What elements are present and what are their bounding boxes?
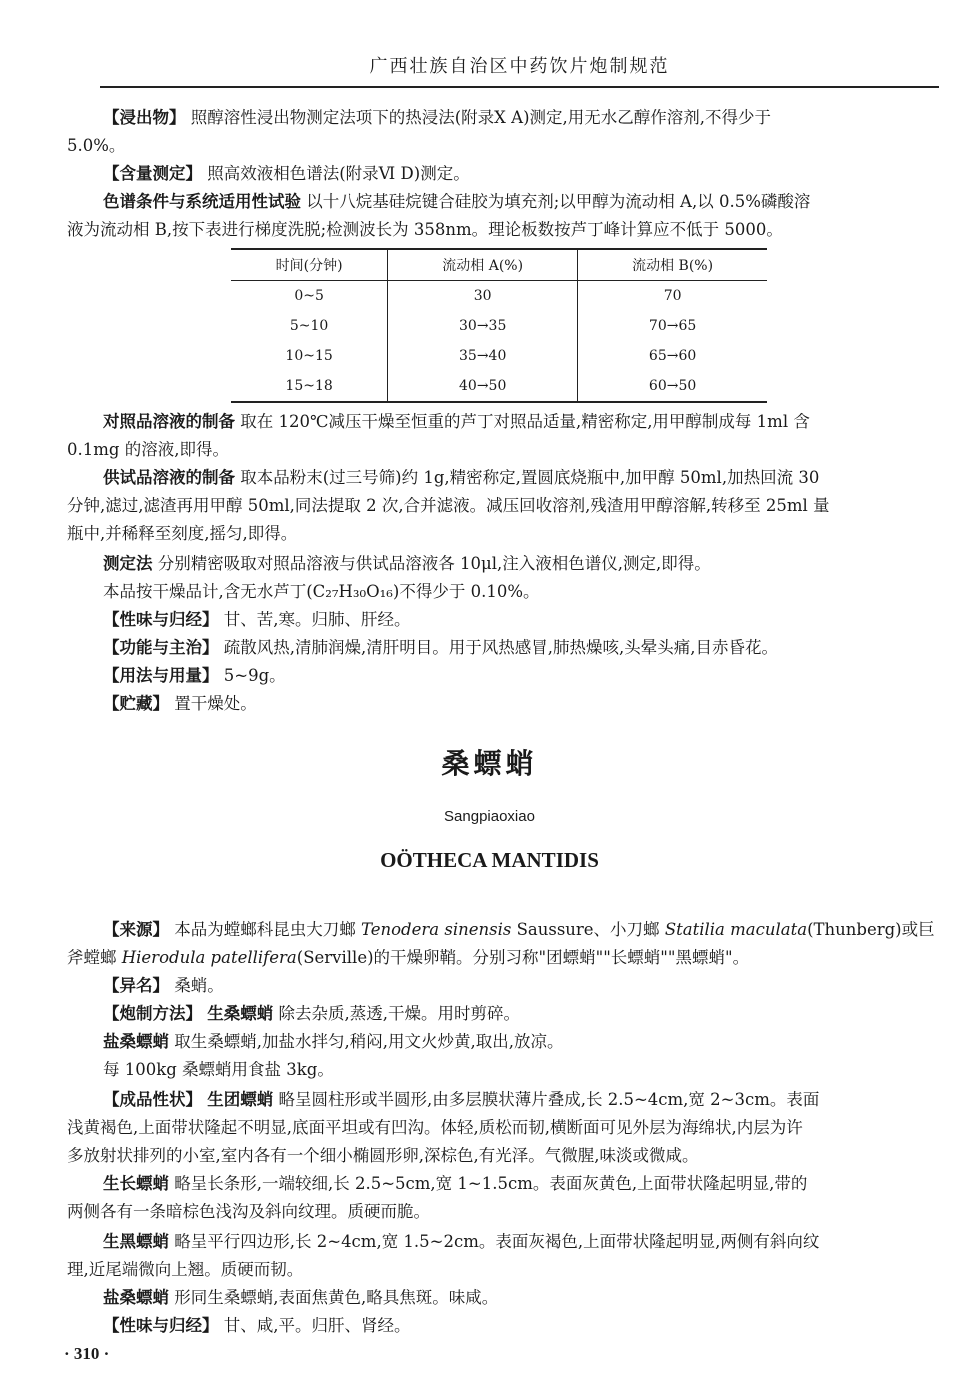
section-label: 【浸出物】 <box>103 108 186 127</box>
body-text: 5.0%。 <box>67 136 126 155</box>
body-text: 分别精密吸取对照品溶液与供试品溶液各 10μl,注入液相色谱仪,测定,即得。 <box>157 554 711 573</box>
table-cell: 70 <box>578 281 767 312</box>
table-row <box>231 371 767 402</box>
running-header: 广西壮族自治区中药饮片炮制规范 <box>369 56 670 77</box>
body-text: 以十八烷基硅烷键合硅胶为填充剂;以甲醇为流动相 A,以 0.5%磷酸溶 <box>306 192 811 211</box>
section-label: 【来源】 <box>103 920 169 939</box>
source-line-2 <box>67 944 937 972</box>
body-text: 分钟,滤过,滤渣再用甲醇 50ml,同法提取 2 次,合并滤液。减压回收溶剂,残渣用甲醇溶解,转移至 25ml 量 <box>67 496 830 515</box>
alias-line <box>103 972 937 1000</box>
body-text: (Thunberg)或巨 <box>807 920 935 939</box>
procedure-line <box>103 550 937 578</box>
table-cell: 65→60 <box>578 341 767 371</box>
body-text: 斧螳螂 <box>67 948 117 967</box>
body-text: 5~9g。 <box>223 666 286 685</box>
assay-line <box>103 160 937 188</box>
body-text: 照醇溶性浸出物测定法项下的热浸法(附录Ⅹ A)测定,用无水乙醇作溶剂,不得少于 <box>190 108 772 127</box>
processing-line <box>103 1000 937 1028</box>
body-text: 0.1mg 的溶液,即得。 <box>67 440 229 459</box>
body-text: 液为流动相 B,按下表进行梯度洗脱;检测波长为 358nm。理论板数按芦丁峰计算应不低于 5000。 <box>67 220 783 239</box>
body-text: 本品按干燥品计,含无水芦丁(C₂₇H₃₀O₁₆)不得少于 0.10%。 <box>103 582 540 601</box>
table-cell: 30→35 <box>388 311 578 341</box>
section-label: 【性味与归经】 <box>103 1316 219 1335</box>
subsection-label: 生黑螵蛸 <box>103 1232 169 1251</box>
species-name: Hierodula patellifera <box>121 948 297 967</box>
body-text: 略呈平行四边形,长 2~4cm,宽 1.5~2cm。表面灰褐色,上面带状隆起明显,两侧有斜向纹 <box>174 1232 820 1251</box>
entry-pinyin: Sangpiaoxiao <box>444 808 535 825</box>
section-label: 对照品溶液的制备 <box>103 412 235 431</box>
subsection-label: 盐桑螵蛸 <box>103 1032 169 1051</box>
extract-line-1 <box>103 104 937 132</box>
table-cell: 30 <box>388 281 578 312</box>
extract-line-2 <box>67 132 937 160</box>
table-cell: 40→50 <box>388 371 578 402</box>
body-text: Saussure、小刀螂 <box>516 920 660 939</box>
table-cell: 70→65 <box>578 311 767 341</box>
reference-solution-line-1 <box>103 408 937 436</box>
body-text: 疏散风热,清肺润燥,清肝明目。用于风热感冒,肺热燥咳,头晕头痛,目赤昏花。 <box>223 638 778 657</box>
long-ootheca-line-2 <box>67 1198 937 1226</box>
body-text: 形同生桑螵蛸,表面焦黄色,略具焦斑。味咸。 <box>174 1288 499 1307</box>
characteristics-line-3 <box>67 1142 937 1170</box>
table-header-row <box>231 249 767 281</box>
header-rule <box>100 86 939 88</box>
body-text: 两侧各有一条暗棕色浅沟及斜向纹理。质硬而脆。 <box>67 1202 430 1221</box>
section-label: 【功能与主治】 <box>103 638 219 657</box>
gradient-table <box>231 248 767 403</box>
table-cell: 60→50 <box>578 371 767 402</box>
body-text: 照高效液相色谱法(附录Ⅵ D)测定。 <box>207 164 470 183</box>
body-text: 甘、咸,平。归肝、肾经。 <box>223 1316 411 1335</box>
dosage-line <box>103 662 937 690</box>
chromatography-line-1 <box>103 188 937 216</box>
section-label: 色谱条件与系统适用性试验 <box>103 192 301 211</box>
body-text: 瓶中,并稀释至刻度,摇匀,即得。 <box>67 524 298 543</box>
table-cell: 0~5 <box>294 288 324 304</box>
body-text: 取在 120℃减压干燥至恒重的芦丁对照品适量,精密称定,用甲醇制成每 1ml 含 <box>240 412 810 431</box>
table-cell: 35→40 <box>388 341 578 371</box>
chromatography-line-2 <box>67 216 937 244</box>
function-indication-line <box>103 634 937 662</box>
section-label: 【用法与用量】 <box>103 666 219 685</box>
subsection-label: 生长螵蛸 <box>103 1174 169 1193</box>
test-solution-line-1 <box>103 464 937 492</box>
species-name: Tenodera sinensis <box>361 920 512 939</box>
section-label: 【成品性状】 <box>103 1090 202 1109</box>
body-text: 甘、苦,寒。归肺、肝经。 <box>223 610 411 629</box>
characteristics-line-1 <box>103 1086 937 1114</box>
body-text: 桑蛸。 <box>174 976 224 995</box>
body-text: 置干燥处。 <box>174 694 257 713</box>
entry-latin-name: OÖTHECA MANTIDIS <box>380 848 599 872</box>
section-label: 【贮藏】 <box>103 694 169 713</box>
table-cell: 5~10 <box>289 318 329 334</box>
content-limit-line <box>103 578 937 606</box>
body-text: 取生桑螵蛸,加盐水拌匀,稍闷,用文火炒黄,取出,放凉。 <box>174 1032 564 1051</box>
table-cell: 15~18 <box>285 378 333 394</box>
table-row <box>231 341 767 371</box>
section-label: 【异名】 <box>103 976 169 995</box>
species-name: Statilia maculata <box>664 920 808 939</box>
salt-ratio-line <box>103 1056 937 1084</box>
source-line-1 <box>103 916 937 944</box>
section-label: 测定法 <box>103 554 153 573</box>
table-cell: 10~15 <box>285 348 333 364</box>
body-text: 多放射状排列的小室,室内各有一个细小椭圆形卵,深棕色,有光泽。气微腥,味淡或微咸。 <box>67 1146 699 1165</box>
body-text: 本品为螳螂科昆虫大刀螂 <box>174 920 356 939</box>
body-text: 浅黄褐色,上面带状隆起不明显,底面平坦或有凹沟。体轻,质松而韧,横断面可见外层为海绵状,内层为许 <box>67 1118 803 1137</box>
nature-meridian-line-2 <box>103 1312 937 1340</box>
subsection-label: 盐桑螵蛸 <box>103 1288 169 1307</box>
storage-line <box>103 690 937 718</box>
entry-title: 桑螵蛸 <box>441 747 538 780</box>
page-number: · 310 · <box>64 1344 110 1363</box>
body-text: 取本品粉末(过三号筛)约 1g,精密称定,置圆底烧瓶中,加甲醇 50ml,加热回流 30 <box>240 468 820 487</box>
body-text: 略呈圆柱形或半圆形,由多层膜状薄片叠成,长 2.5~4cm,宽 2~3cm。表面 <box>278 1090 820 1109</box>
section-label: 供试品溶液的制备 <box>103 468 235 487</box>
section-label: 【炮制方法】 <box>103 1004 202 1023</box>
body-text: 略呈长条形,一端较细,长 2.5~5cm,宽 1~1.5cm。表面灰黄色,上面带状隆起明显,带的 <box>174 1174 808 1193</box>
salt-processing-line <box>103 1028 937 1056</box>
table-row <box>231 281 767 312</box>
test-solution-line-3 <box>67 520 937 548</box>
table-row <box>231 311 767 341</box>
long-ootheca-line-1 <box>103 1170 937 1198</box>
reference-solution-line-2 <box>67 436 937 464</box>
black-ootheca-line-2 <box>67 1256 937 1284</box>
subsection-label: 生桑螵蛸 <box>207 1004 274 1023</box>
body-text: 理,近尾端微向上翘。质硬而韧。 <box>67 1260 304 1279</box>
black-ootheca-line-1 <box>103 1228 937 1256</box>
section-label: 【性味与归经】 <box>103 610 219 629</box>
subsection-label: 生团螵蛸 <box>207 1090 274 1109</box>
column-header: 流动相 B(%) <box>578 249 767 281</box>
section-label: 【含量测定】 <box>103 164 202 183</box>
test-solution-line-2 <box>67 492 937 520</box>
column-header: 流动相 A(%) <box>388 249 578 281</box>
body-text: 除去杂质,蒸透,干燥。用时剪碎。 <box>278 1004 520 1023</box>
characteristics-line-2 <box>67 1114 937 1142</box>
column-header: 时间(分钟) <box>275 258 343 274</box>
body-text: 每 100kg 桑螵蛸用食盐 3kg。 <box>103 1060 334 1079</box>
nature-meridian-line <box>103 606 937 634</box>
body-text: (Serville)的干燥卵鞘。分别习称"团螵蛸""长螵蛸""黑螵蛸"。 <box>296 948 750 967</box>
salt-ootheca-line <box>103 1284 937 1312</box>
